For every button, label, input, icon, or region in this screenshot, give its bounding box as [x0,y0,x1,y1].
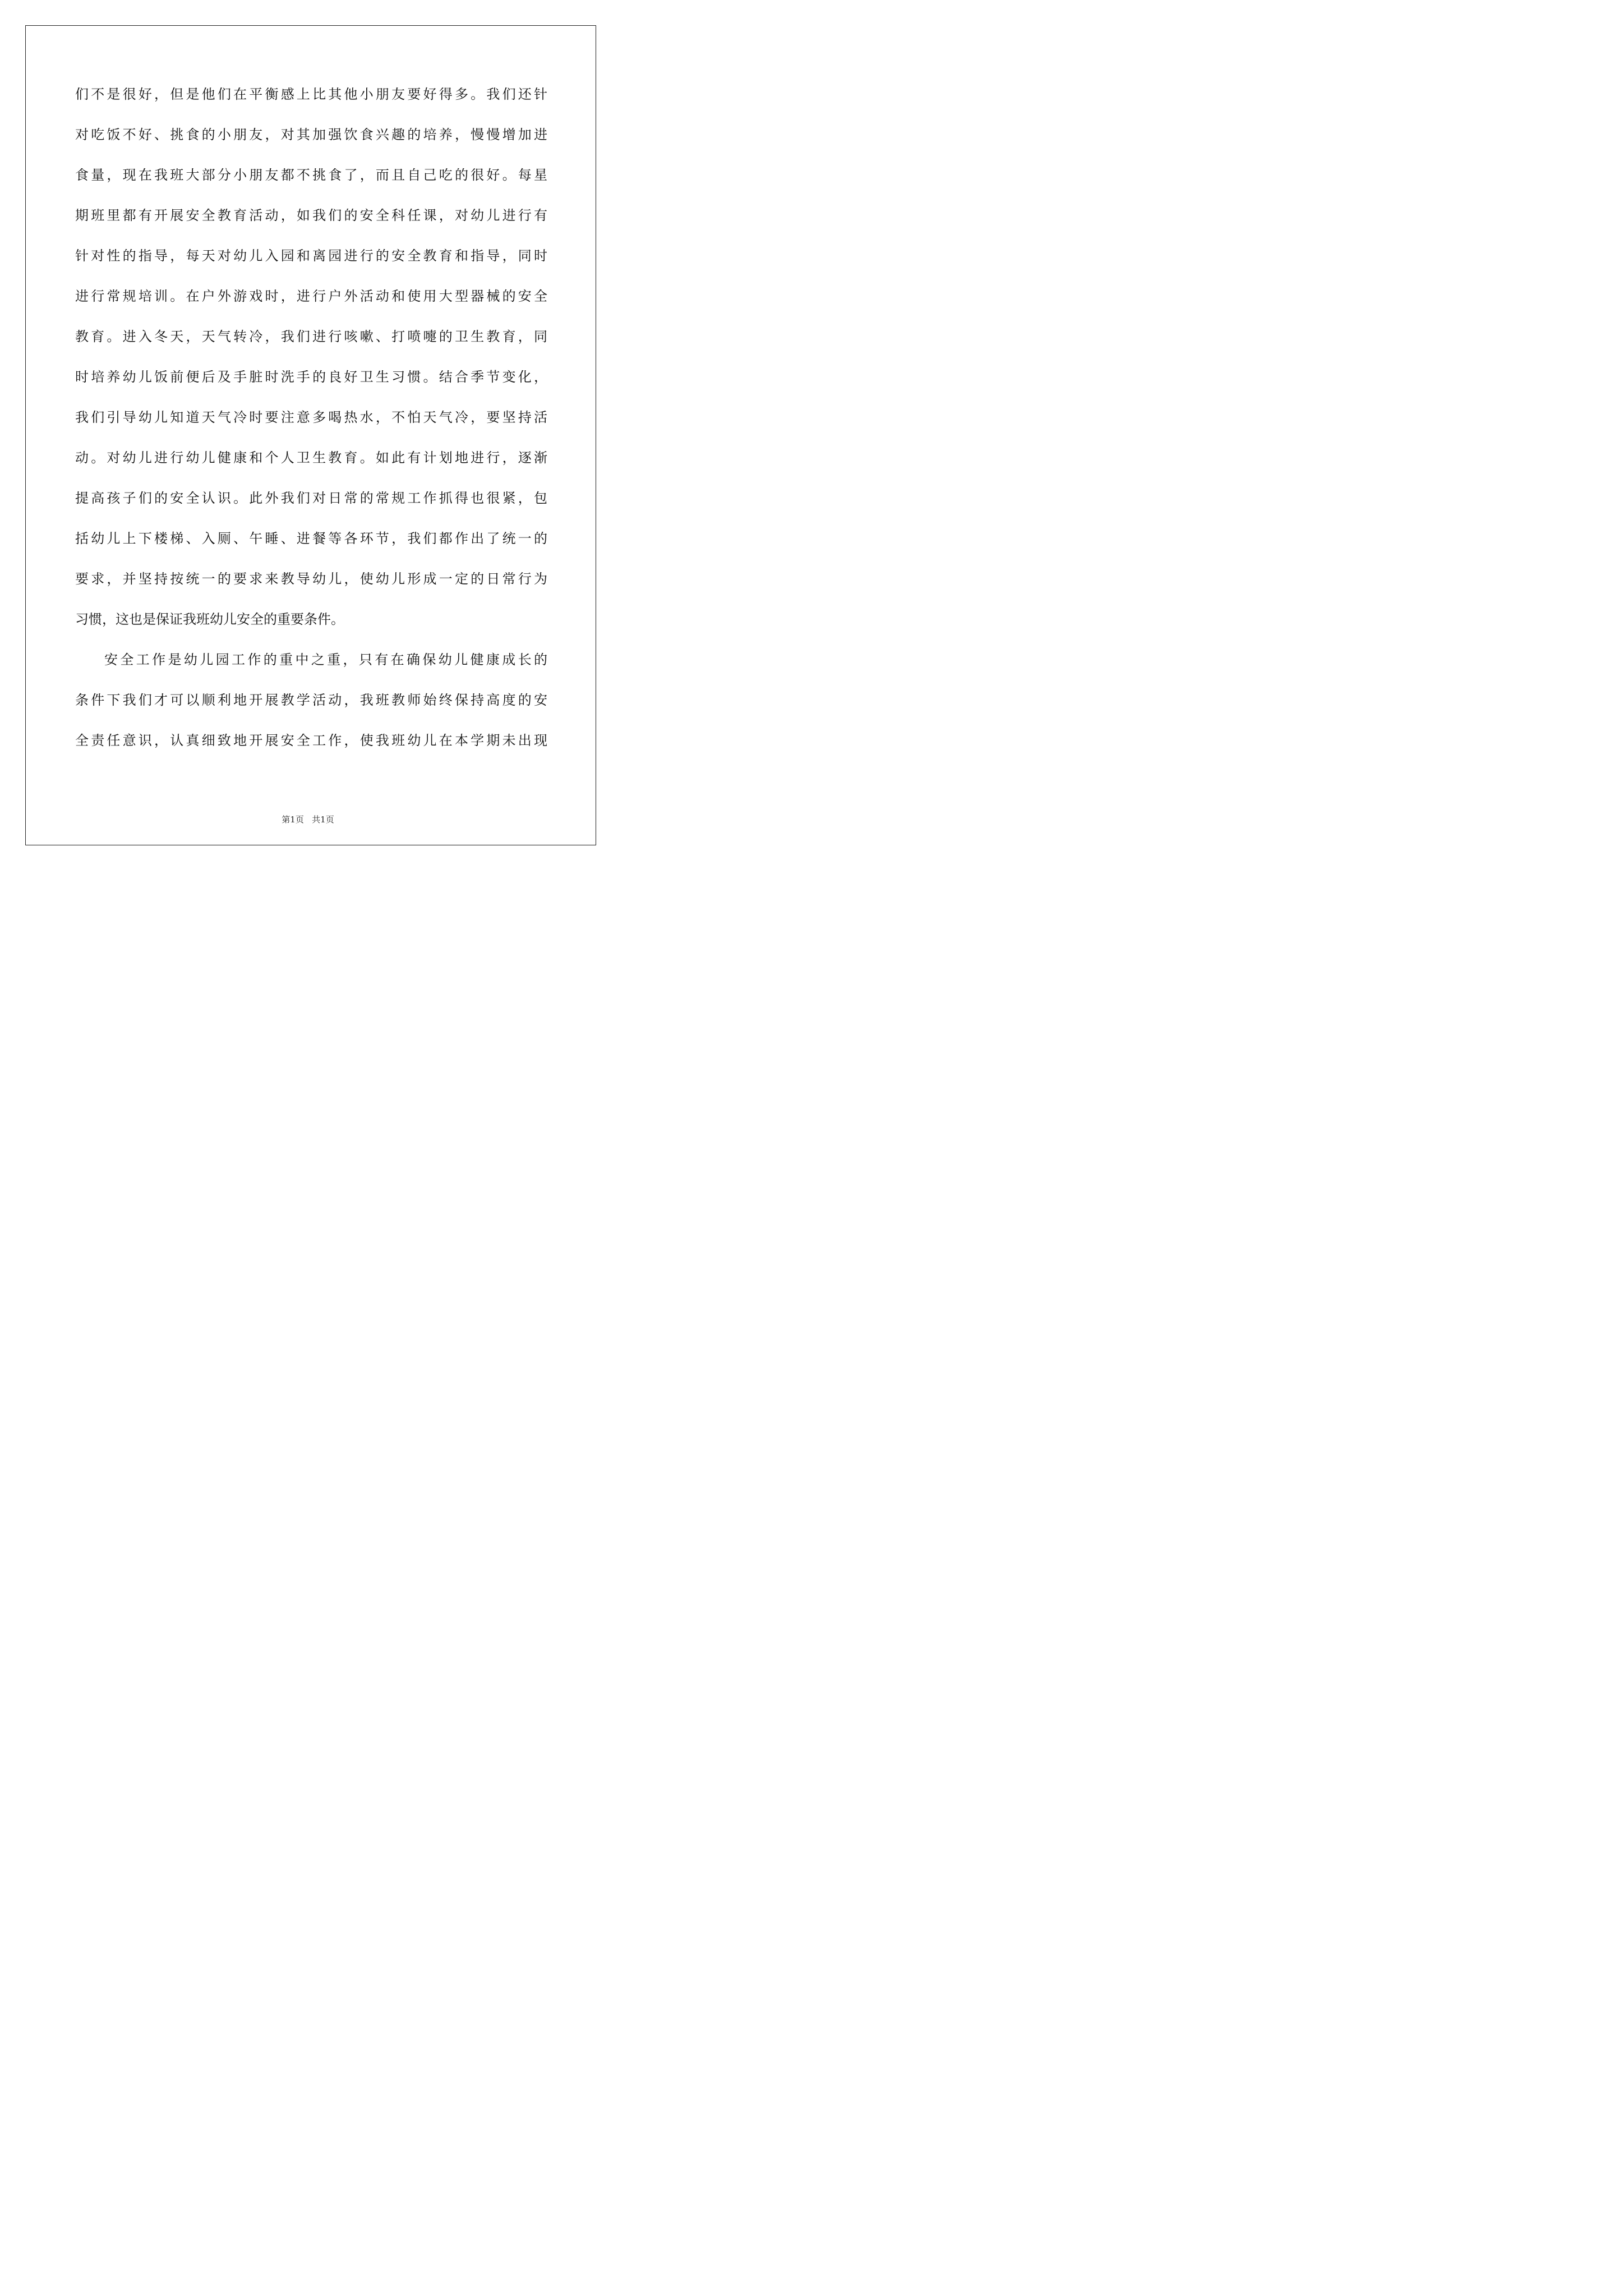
text-line-4: 期班里都有开展安全教育活动，如我们的安全科任课，对幼儿进行有 [75,208,547,223]
text-line-14: 习惯，这也是保证我班幼儿安全的重要条件。 [75,611,344,627]
text-line-12: 括幼儿上下楼梯、入厕、午睡、进餐等各环节，我们都作出了统一的 [75,531,547,546]
page-number: 第1页 共1页 [282,815,334,825]
text-line-16: 条件下我们才可以顺利地开展教学活动，我班教师始终保持高度的安 [75,692,547,708]
text-line-2: 对吃饭不好、挑食的小朋友，对其加强饮食兴趣的培养，慢慢增加进 [75,127,547,142]
text-line-15: 安全工作是幼儿园工作的重中之重，只有在确保幼儿健康成长的 [104,652,547,668]
text-line-11: 提高孩子们的安全认识。此外我们对日常的常规工作抓得也很紧，包 [75,490,547,506]
text-line-9: 我们引导幼儿知道天气冷时要注意多喝热水，不怕天气冷，要坚持活 [75,409,547,425]
text-line-13: 要求，并坚持按统一的要求来教导幼儿，使幼儿形成一定的日常行为 [75,571,547,587]
text-line-5: 针对性的指导，每天对幼儿入园和离园进行的安全教育和指导，同时 [75,248,547,264]
text-line-10: 动。对幼儿进行幼儿健康和个人卫生教育。如此有计划地进行，逐渐 [75,450,547,466]
text-line-3: 食量，现在我班大部分小朋友都不挑食了，而且自己吃的很好。每星 [75,167,547,183]
text-line-17: 全责任意识，认真细致地开展安全工作，使我班幼儿在本学期未出现 [75,733,547,748]
body-text [75,82,547,769]
text-line-7: 教育。进入冬天，天气转冷，我们进行咳嗽、打喷嚏的卫生教育，同 [75,329,547,344]
text-line-8: 时培养幼儿饭前便后及手脏时洗手的良好卫生习惯。结合季节变化， [75,369,547,385]
text-line-1: 们不是很好，但是他们在平衡感上比其他小朋友要好得多。我们还针 [75,86,547,102]
text-line-6: 进行常规培训。在户外游戏时，进行户外活动和使用大型器械的安全 [75,288,547,304]
